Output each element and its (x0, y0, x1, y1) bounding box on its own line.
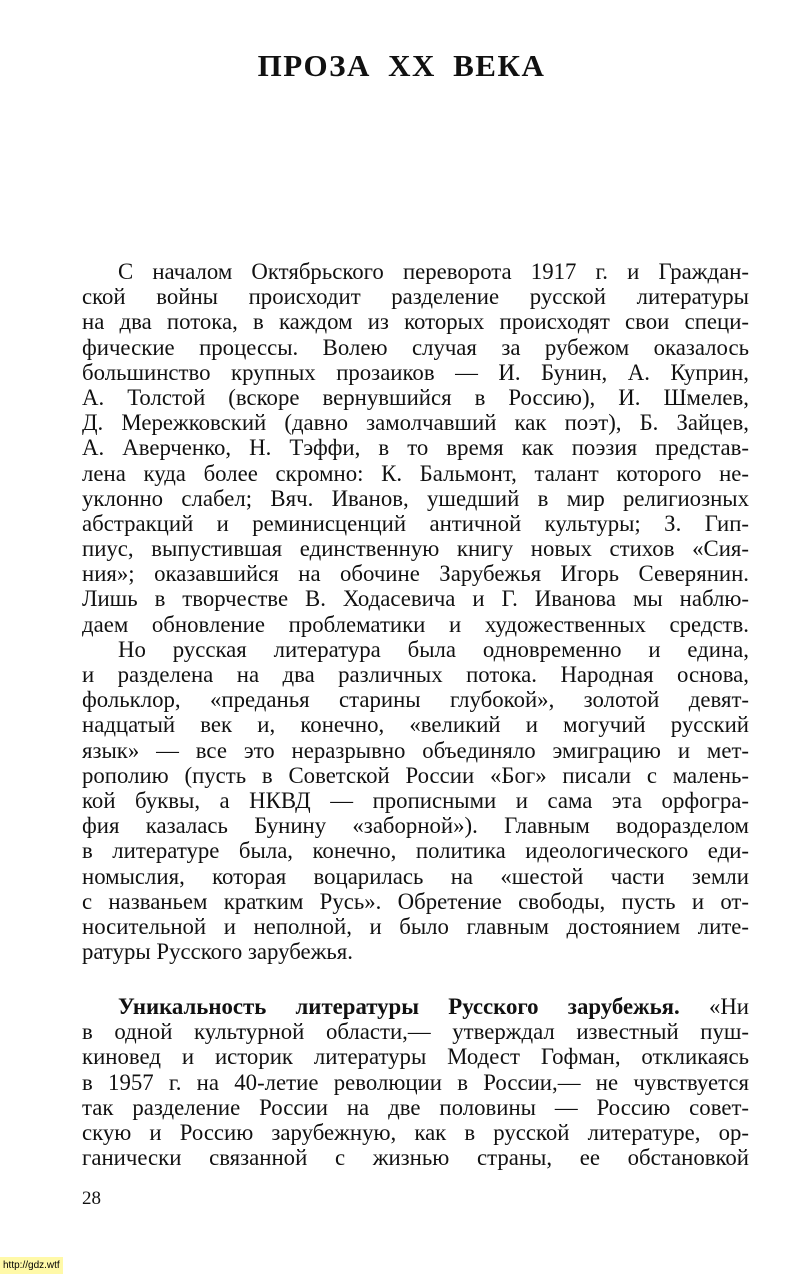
section-heading: Уникальность литературы Русского зарубежья. (118, 994, 680, 1019)
text-line: даем обновление проблематики и художественных средств. (82, 611, 749, 637)
main-text (82, 259, 749, 964)
text-line: в литературе была, конечно, политика идеологического еди- (82, 838, 749, 864)
section-first-line (82, 994, 749, 1019)
text-line: в 1957 г. на 40-летие революции в России,— не чувствуется (82, 1069, 749, 1095)
text-line: абстракций и реминисценций античной культуры; З. Гип- (82, 510, 749, 536)
text-line: лена куда более скромно: К. Бальмонт, талант которого не- (82, 460, 749, 486)
section-heading-continuation: «Ни (679, 994, 749, 1019)
text-line: Д. Мережковский (давно замолчавший как поэт), Б. Зайцев, (82, 410, 749, 436)
text-line: и разделена на два различных потока. Народная основа, (82, 662, 749, 687)
text-line: в одной культурной области,— утверждал известный пуш- (82, 1019, 749, 1045)
text-line: фия казалась Бунину «заборной»). Главным водоразделом (82, 813, 749, 839)
text-line: фические процессы. Волею случая за рубежом оказалось (82, 334, 749, 360)
text-line: на два потока, в каждом из которых происходят свои специ- (82, 309, 749, 335)
text-line: так разделение России на две половины — Россию совет- (82, 1094, 749, 1120)
text-line: ской войны происходит разделение русской литературы (82, 284, 749, 310)
text-line: ратуры Русского зарубежья. (82, 939, 353, 965)
text-line: А. Аверченко, Н. Тэффи, в то время как поэзия представ- (82, 435, 749, 461)
page-number: 28 (82, 1188, 101, 1209)
text-line: номыслия, которая воцарилась на «шестой части земли (82, 863, 749, 889)
site-watermark-link[interactable]: http://gdz.wtf (0, 1257, 63, 1274)
text-line: с названьем кратким Русь». Обретение свободы, пусть и от- (82, 888, 749, 914)
text-line: надцатый век и, конечно, «великий и могучий русский (82, 712, 749, 738)
text-line: пиус, выпустившая единственную книгу новых стихов «Сия- (82, 536, 749, 562)
text-line: киновед и историк литературы Модест Гофман, откликаясь (82, 1044, 749, 1070)
text-line: ния»; оказавшийся на обочине Зарубежья Игорь Северянин. (82, 561, 749, 587)
text-line: скую и Россию зарубежную, как в русской литературе, ор- (82, 1119, 749, 1145)
text-line: фольклор, «преданья старины глубокой», золотой девят- (82, 687, 749, 713)
text-line: ганически связанной с жизнью страны, ее обстановкой (82, 1145, 749, 1171)
text-line: Лишь в творчестве В. Ходасевича и Г. Иванова мы наблю- (82, 586, 749, 612)
text-line: язык» — все это неразрывно объединяло эмиграцию и мет- (82, 737, 749, 763)
text-line: кой буквы, а НКВД — прописными и сама эта орфогра- (82, 787, 749, 813)
text-line: рополию (пусть в Советской России «Бог» писали с малень- (82, 762, 749, 788)
text-line: большинство крупных прозаиков — И. Бунин, А. Куприн, (82, 359, 749, 385)
text-line: носительной и неполной, и было главным достоянием лите- (82, 913, 749, 939)
section-text (82, 994, 749, 1170)
text-line: уклонно слабел; Вяч. Иванов, ушедший в мир религиозных (82, 485, 749, 511)
text-line: А. Толстой (вскоре вернувшийся в Россию), И. Шмелев, (82, 384, 749, 410)
text-line: С началом Октябрьского переворота 1917 г. и Граждан- (118, 259, 749, 284)
text-line: Но русская литература была одновременно и едина, (118, 636, 749, 662)
page-title: ПРОЗА XX ВЕКА (257, 48, 546, 83)
